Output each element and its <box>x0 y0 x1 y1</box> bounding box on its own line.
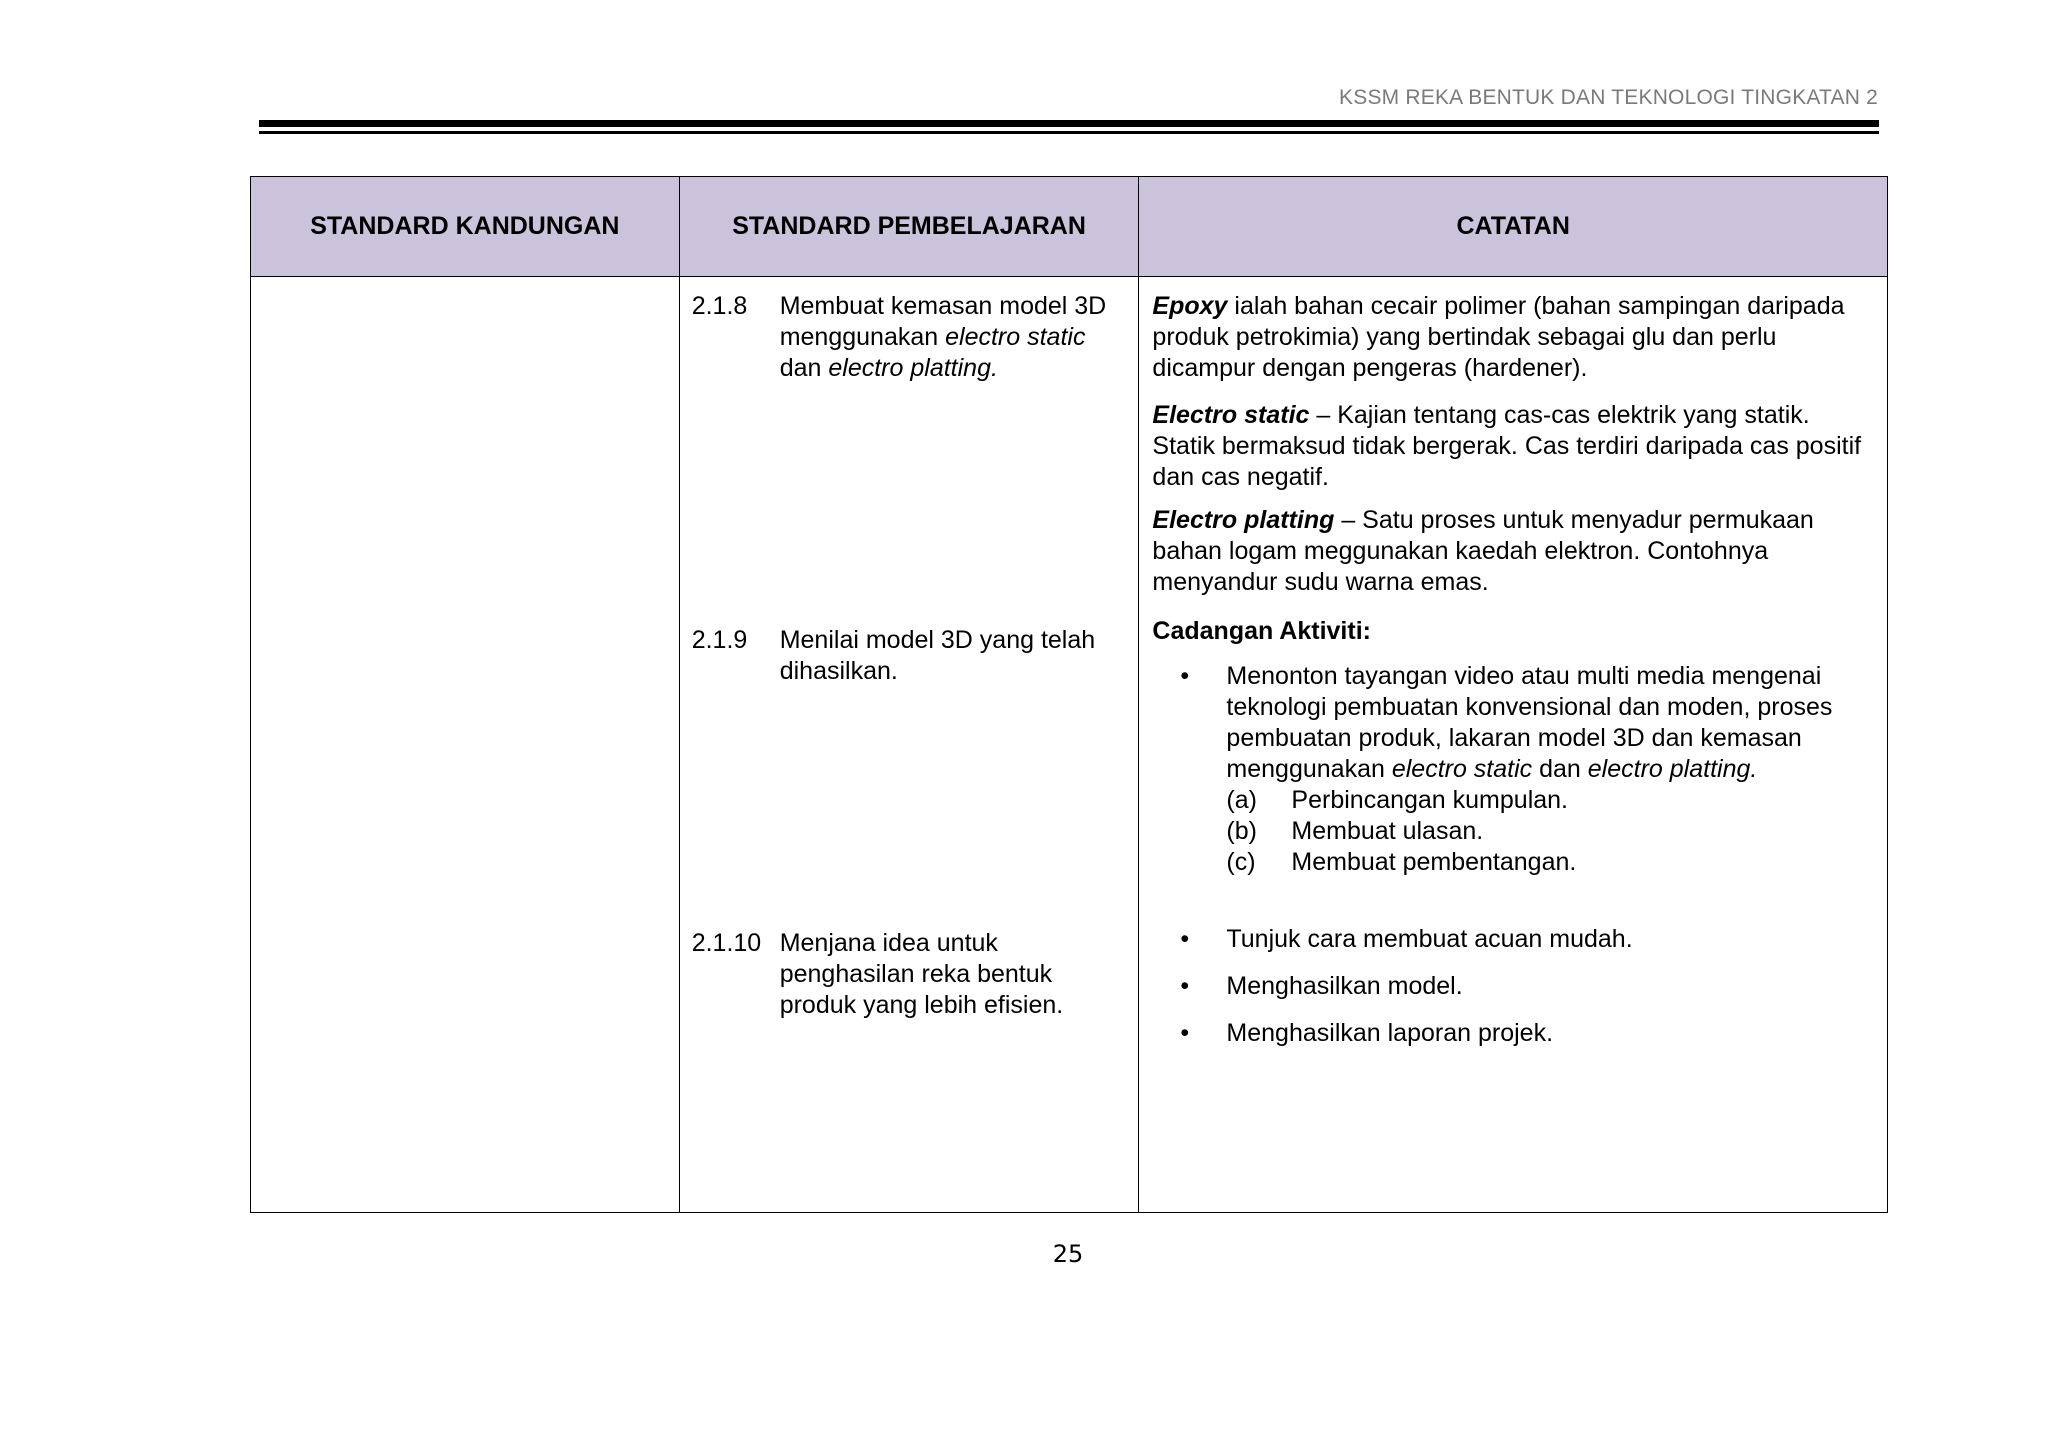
definition-epoxy: Epoxy ialah bahan cecair polimer (bahan sampingan daripada produk petrokimia) yang bertindak sebagai glu dan perlu dicampur dengan pengeras (hardener). <box>1152 292 1845 382</box>
learning-standard-number: 2.1.10 <box>691 929 762 957</box>
sub-list-item: (c) Membuat pembentangan. <box>1226 848 1577 876</box>
catatan-cell <box>1139 277 1888 1213</box>
sub-list-item: (a) Perbincangan kumpulan. <box>1226 786 1568 814</box>
column-header-standard-pembelajaran: STANDARD PEMBELAJARAN <box>679 177 1139 277</box>
definition-electro-platting: Electro platting – Satu proses untuk menyadur permukaan bahan logam meggunakan kaedah elektron. Contohnya menyandur sudu warna emas. <box>1152 506 1814 596</box>
learning-standard-item <box>692 625 1132 687</box>
learning-standard-number: 2.1.8 <box>691 292 748 320</box>
sub-list-item: (b) Membuat ulasan. <box>1226 817 1484 845</box>
activities-heading: Cadangan Aktiviti: <box>1152 617 1371 645</box>
bullet-icon: • <box>1180 972 1190 1000</box>
standard-kandungan-cell <box>251 277 680 1213</box>
learning-standard-text: Menjana idea untuk penghasilan reka bentuk produk yang lebih efisien. <box>779 929 1064 1019</box>
header-rule-thin <box>259 131 1879 134</box>
standard-pembelajaran-cell <box>679 277 1139 1213</box>
header-rule-thick <box>259 120 1879 127</box>
learning-standard-number: 2.1.9 <box>691 626 748 654</box>
list-item: • Menghasilkan model. <box>1180 972 1463 1000</box>
document-header-title: KSSM REKA BENTUK DAN TEKNOLOGI TINGKATAN 2 <box>1339 86 1878 109</box>
page-number: 25 <box>1052 1240 1084 1268</box>
learning-standard-item <box>692 291 1132 384</box>
learning-standard-text: Menilai model 3D yang telah dihasilkan. <box>779 626 1096 685</box>
column-header-catatan: CATATAN <box>1139 177 1888 277</box>
table-row <box>251 277 1888 1213</box>
table-header-row <box>251 177 1888 277</box>
bullet-icon: • <box>1180 925 1190 953</box>
list-item: • Tunjuk cara membuat acuan mudah. <box>1180 925 1633 953</box>
definition-electro-static: Electro static – Kajian tentang cas-cas elektrik yang statik. Statik bermaksud tidak bergerak. Cas terdiri daripada cas positif dan cas negatif. <box>1152 401 1862 491</box>
column-header-standard-kandungan: STANDARD KANDUNGAN <box>251 177 680 277</box>
activities-list <box>1152 661 1875 1049</box>
list-item: • Menghasilkan laporan projek. <box>1180 1019 1554 1047</box>
learning-standard-item <box>692 928 1132 1021</box>
learning-standard-text: Membuat kemasan model 3D menggunakan electro static dan electro platting. <box>779 292 1107 382</box>
bullet-icon: • <box>1180 1019 1190 1047</box>
list-item: • Menonton tayangan video atau multi media mengenai teknologi pembuatan konvensional dan moden, proses pembuatan produk, lakaran model 3D dan kemasan menggunakan electro static dan electro platting. (a) Perbincangan kumpulan. (b) Membuat ulasan. (c) Membuat pembentangan. <box>1152 661 1875 878</box>
curriculum-table <box>250 176 1888 1213</box>
bullet-icon: • <box>1180 662 1190 690</box>
